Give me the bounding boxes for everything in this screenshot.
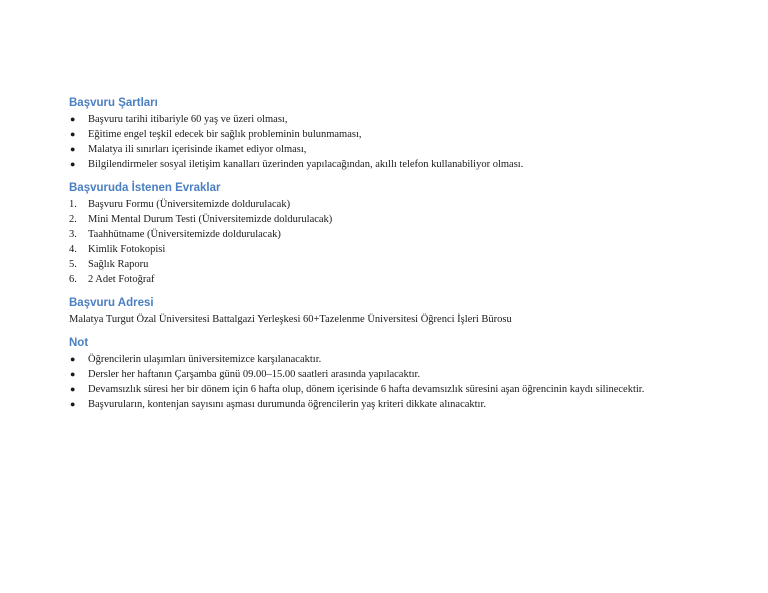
list-item: [69, 397, 729, 412]
list-item: [69, 227, 729, 242]
list-item-text: Öğrencilerin ulaşımları üniversitemizce karşılanacaktır.: [88, 354, 322, 365]
list-item-text: Sağlık Raporu: [88, 259, 149, 270]
bullet-icon: ●: [70, 369, 76, 379]
bullet-icon: ●: [70, 399, 76, 409]
list-item-text: Malatya ili sınırları içerisinde ikamet ediyor olması,: [88, 144, 307, 155]
bullet-icon: ●: [70, 384, 76, 394]
list-item-text: Mini Mental Durum Testi (Üniversitemizde doldurulacak): [88, 214, 333, 225]
section-title: Not: [69, 337, 89, 349]
document-page: [69, 96, 729, 412]
list-item: [69, 367, 729, 382]
list-item-text: Başvuru Formu (Üniversitemizde doldurulacak): [88, 199, 291, 210]
bullet-icon: ●: [70, 159, 76, 169]
list-item: [69, 272, 729, 287]
list-item-text: Eğitime engel teşkil edecek bir sağlık probleminin bulunmaması,: [88, 129, 362, 140]
section-title: Başvuru Şartları: [69, 97, 158, 109]
requirements-list: [69, 112, 729, 172]
section-notes: [69, 336, 729, 412]
bullet-icon: ●: [70, 129, 76, 139]
list-item-text: Taahhütname (Üniversitemizde doldurulacak): [88, 229, 281, 240]
section-required-documents: [69, 181, 729, 287]
list-number: 6.: [69, 274, 77, 285]
list-item-text: Dersler her haftanın Çarşamba günü 09.00–15.00 saatleri arasında yapılacaktır.: [88, 369, 421, 380]
address-text: Malatya Turgut Özal Üniversitesi Battalgazi Yerleşkesi 60+Tazelenme Üniversitesi Öğrenci İşleri Bürosu: [69, 314, 512, 325]
documents-list: [69, 197, 729, 287]
list-item: [69, 197, 729, 212]
section-title: Başvuruda İstenen Evraklar: [69, 182, 221, 194]
section-application-requirements: [69, 96, 729, 172]
list-item: [69, 157, 729, 172]
list-item-text: Başvuru tarihi itibariyle 60 yaş ve üzeri olması,: [88, 114, 288, 125]
section-application-address: [69, 296, 729, 327]
list-item-text: 2 Adet Fotoğraf: [88, 274, 155, 285]
list-number: 5.: [69, 259, 77, 270]
list-number: 2.: [69, 214, 77, 225]
list-item-text: Kimlik Fotokopisi: [88, 244, 166, 255]
list-item: [69, 142, 729, 157]
bullet-icon: ●: [70, 114, 76, 124]
notes-list: [69, 352, 729, 412]
list-item: [69, 212, 729, 227]
list-number: 1.: [69, 199, 77, 210]
list-item-text: Bilgilendirmeler sosyal iletişim kanalları üzerinden yapılacağından, akıllı telefon kullanabiliyor olması.: [88, 159, 524, 170]
list-item-text: Devamsızlık süresi her bir dönem için 6 hafta olup, dönem içerisinde 6 hafta devamsızlık süresini aşan öğrencinin kaydı silinecektir.: [88, 384, 645, 395]
list-item-text: Başvuruların, kontenjan sayısını aşması durumunda öğrencilerin yaş kriteri dikkate alınacaktır.: [88, 399, 487, 410]
list-number: 4.: [69, 244, 77, 255]
section-title: Başvuru Adresi: [69, 297, 154, 309]
list-item: [69, 352, 729, 367]
list-item: [69, 257, 729, 272]
list-item: [69, 112, 729, 127]
list-item: [69, 127, 729, 142]
list-number: 3.: [69, 229, 77, 240]
list-item: [69, 242, 729, 257]
bullet-icon: ●: [70, 354, 76, 364]
list-item: [69, 382, 729, 397]
bullet-icon: ●: [70, 144, 76, 154]
